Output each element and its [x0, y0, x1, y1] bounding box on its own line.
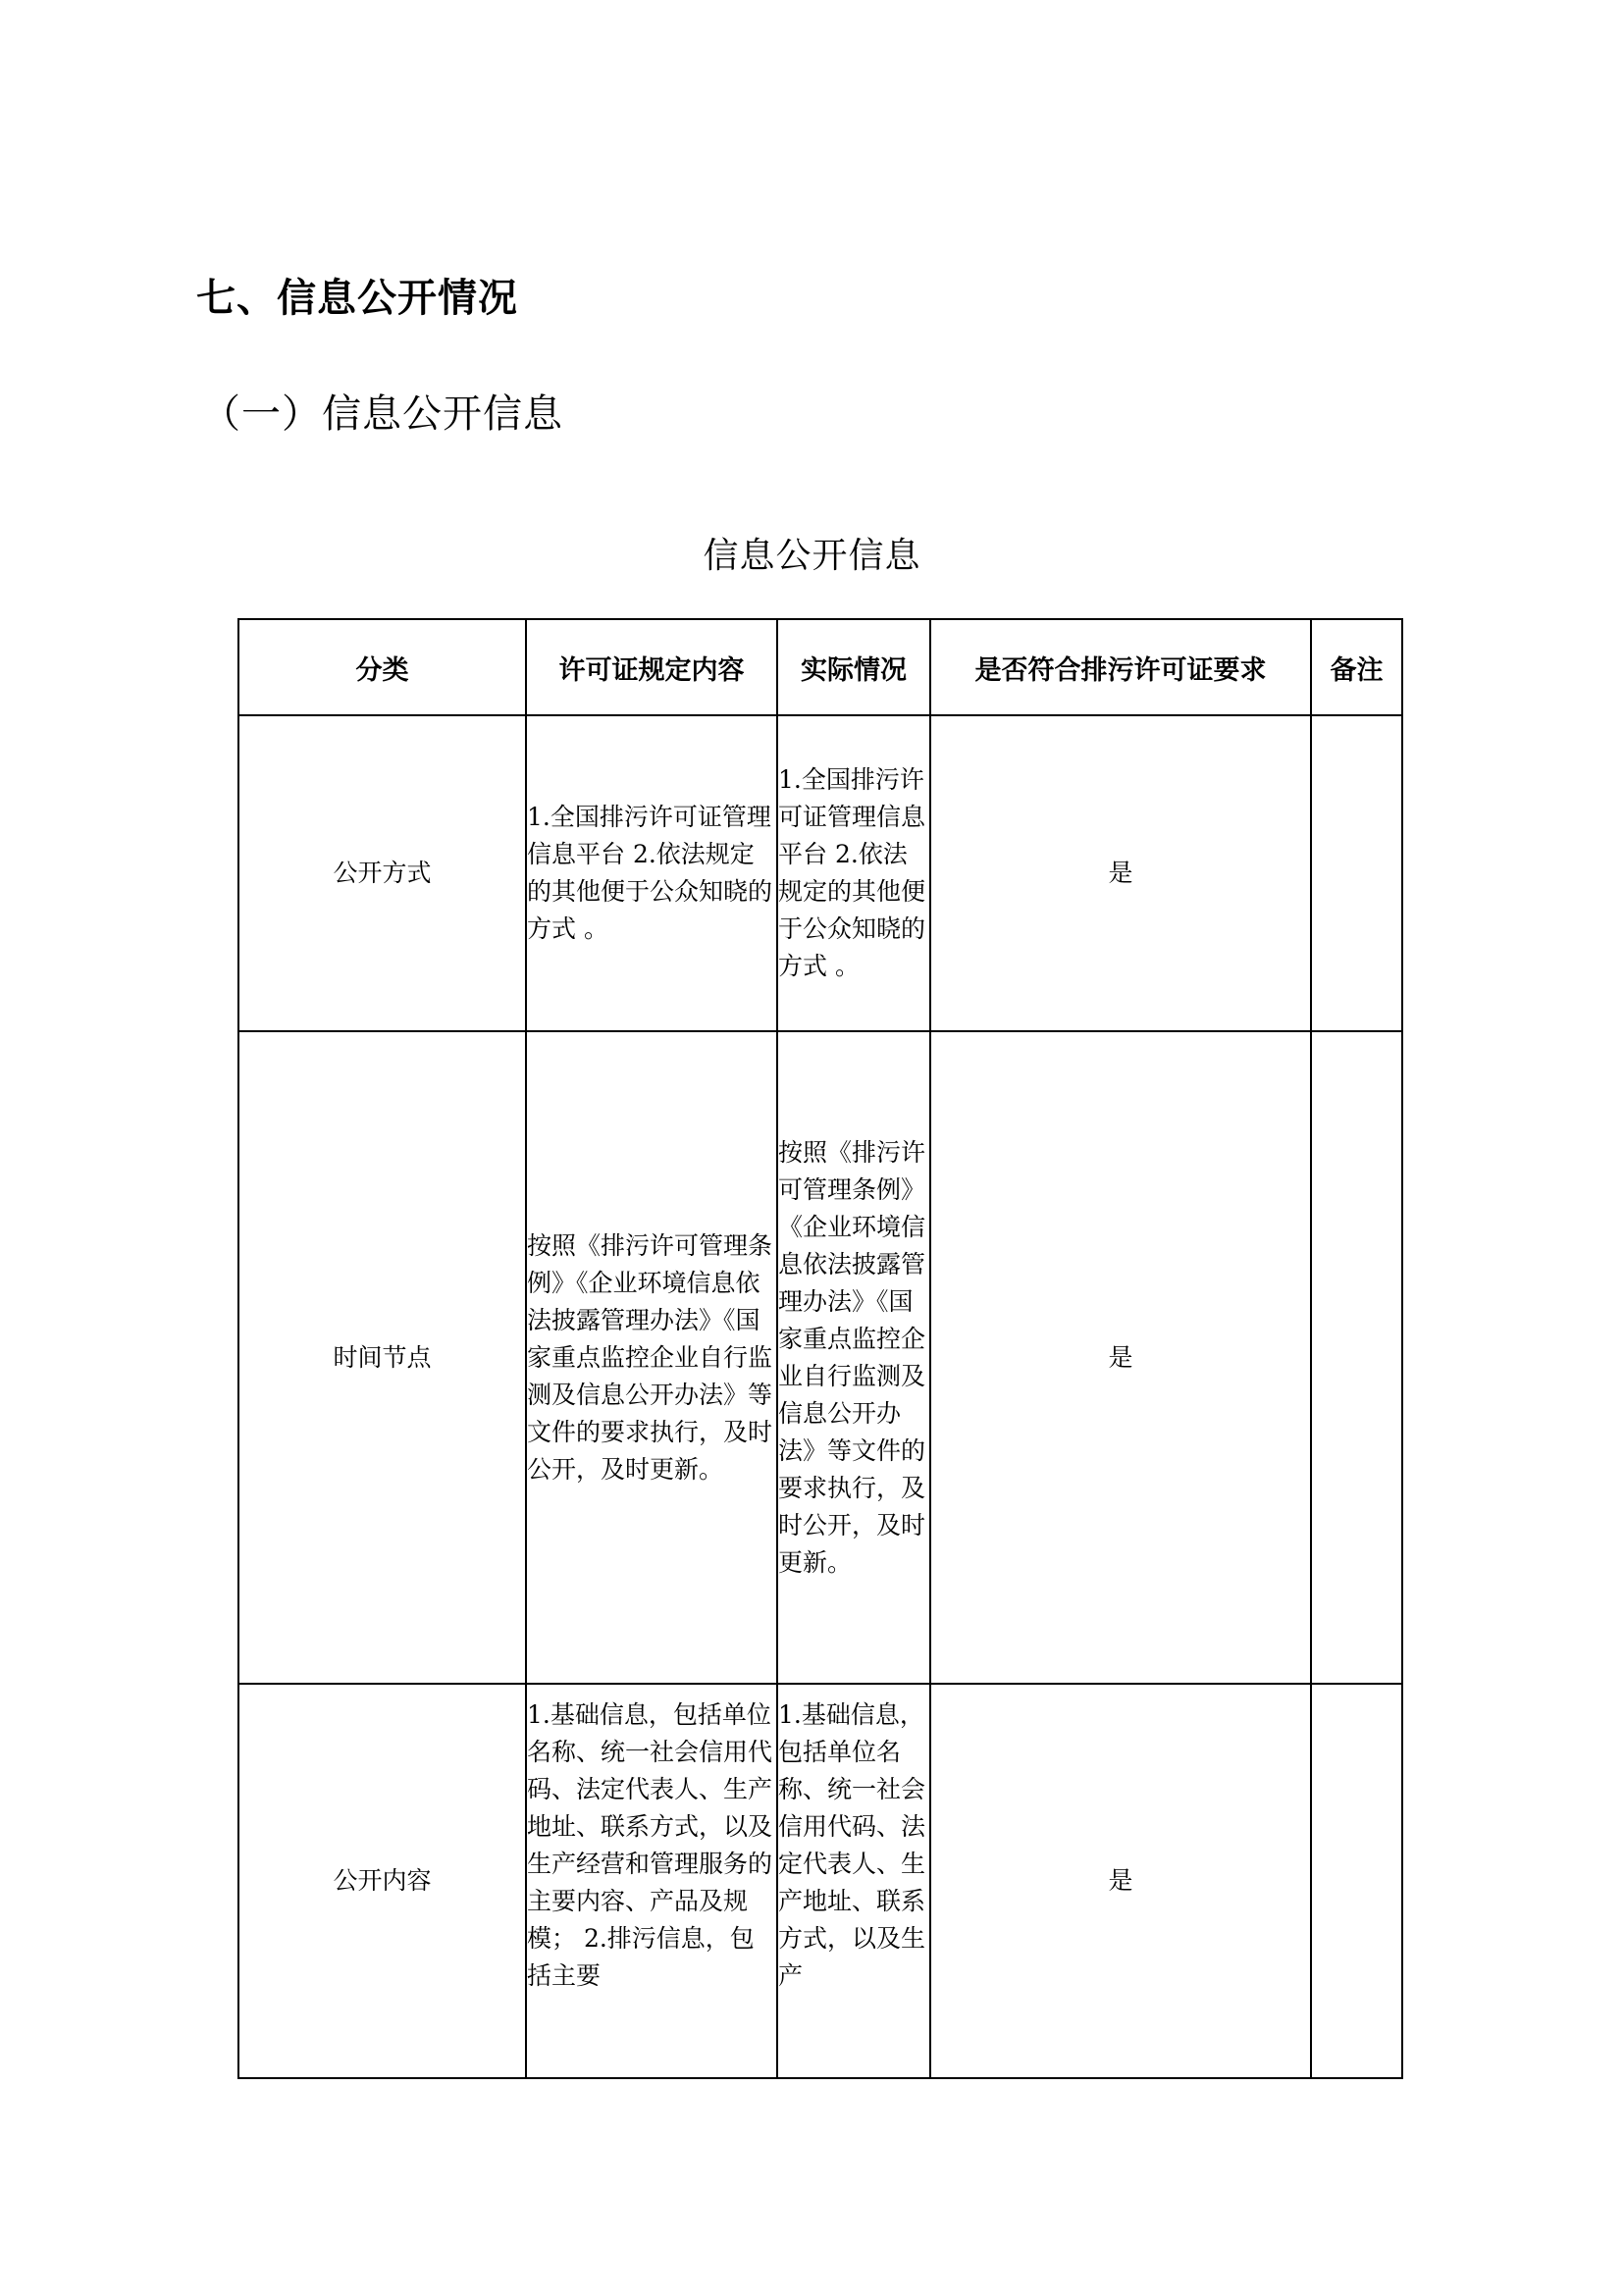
table-header-row [238, 619, 1402, 715]
table-row [238, 1684, 1402, 2078]
cell-remark [1311, 1684, 1402, 2078]
subsection-heading: （一）信息公开信息 [201, 391, 563, 437]
cell-permit-content [526, 1684, 777, 2078]
cell-actual-text: 1.基础信息，包括单位名称、统一社会信用代码、法定代表人、生产地址、联系方式，以及生产 [778, 1700, 926, 1990]
table-row [238, 715, 1402, 1031]
column-header-permit-content: 许可证规定内容 [526, 619, 777, 715]
section-heading: 七、信息公开情况 [196, 276, 518, 321]
cell-permit-content: 1.全国排污许可证管理信息平台 2.依法规定的其他便于公众知晓的方式 。 [526, 715, 777, 1031]
cell-remark [1311, 715, 1402, 1031]
column-header-remark: 备注 [1311, 619, 1402, 715]
info-disclosure-table [237, 618, 1403, 2079]
cell-remark [1311, 1031, 1402, 1684]
column-header-category: 分类 [238, 619, 526, 715]
column-header-actual: 实际情况 [777, 619, 930, 715]
cell-actual: 1.全国排污许可证管理信息平台 2.依法规定的其他便于公众知晓的方式 。 [777, 715, 930, 1031]
cell-compliant: 是 [930, 1684, 1311, 2078]
column-header-compliant: 是否符合排污许可证要求 [930, 619, 1311, 715]
cell-category: 时间节点 [238, 1031, 526, 1684]
cell-category: 公开内容 [238, 1684, 526, 2078]
cell-compliant: 是 [930, 1031, 1311, 1684]
cell-category: 公开方式 [238, 715, 526, 1031]
cell-permit-content-text: 1.基础信息，包括单位名称、统一社会信用代码、法定代表人、生产地址、联系方式，以及生产经营和管理服务的主要内容、产品及规模； 2.排污信息，包括主要 [527, 1700, 773, 1990]
cell-actual: 按照《排污许可管理条例》《企业环境信息依法披露管理办法》《国家重点监控企业自行监测及信息公开办法》等文件的要求执行，及时公开，及时更新。 [777, 1031, 930, 1684]
cell-compliant: 是 [930, 715, 1311, 1031]
cell-actual [777, 1684, 930, 2078]
cell-permit-content: 按照《排污许可管理条例》《企业环境信息依法披露管理办法》《国家重点监控企业自行监测及信息公开办法》等文件的要求执行，及时公开，及时更新。 [526, 1031, 777, 1684]
table-caption: 信息公开信息 [703, 536, 921, 576]
table-row [238, 1031, 1402, 1684]
